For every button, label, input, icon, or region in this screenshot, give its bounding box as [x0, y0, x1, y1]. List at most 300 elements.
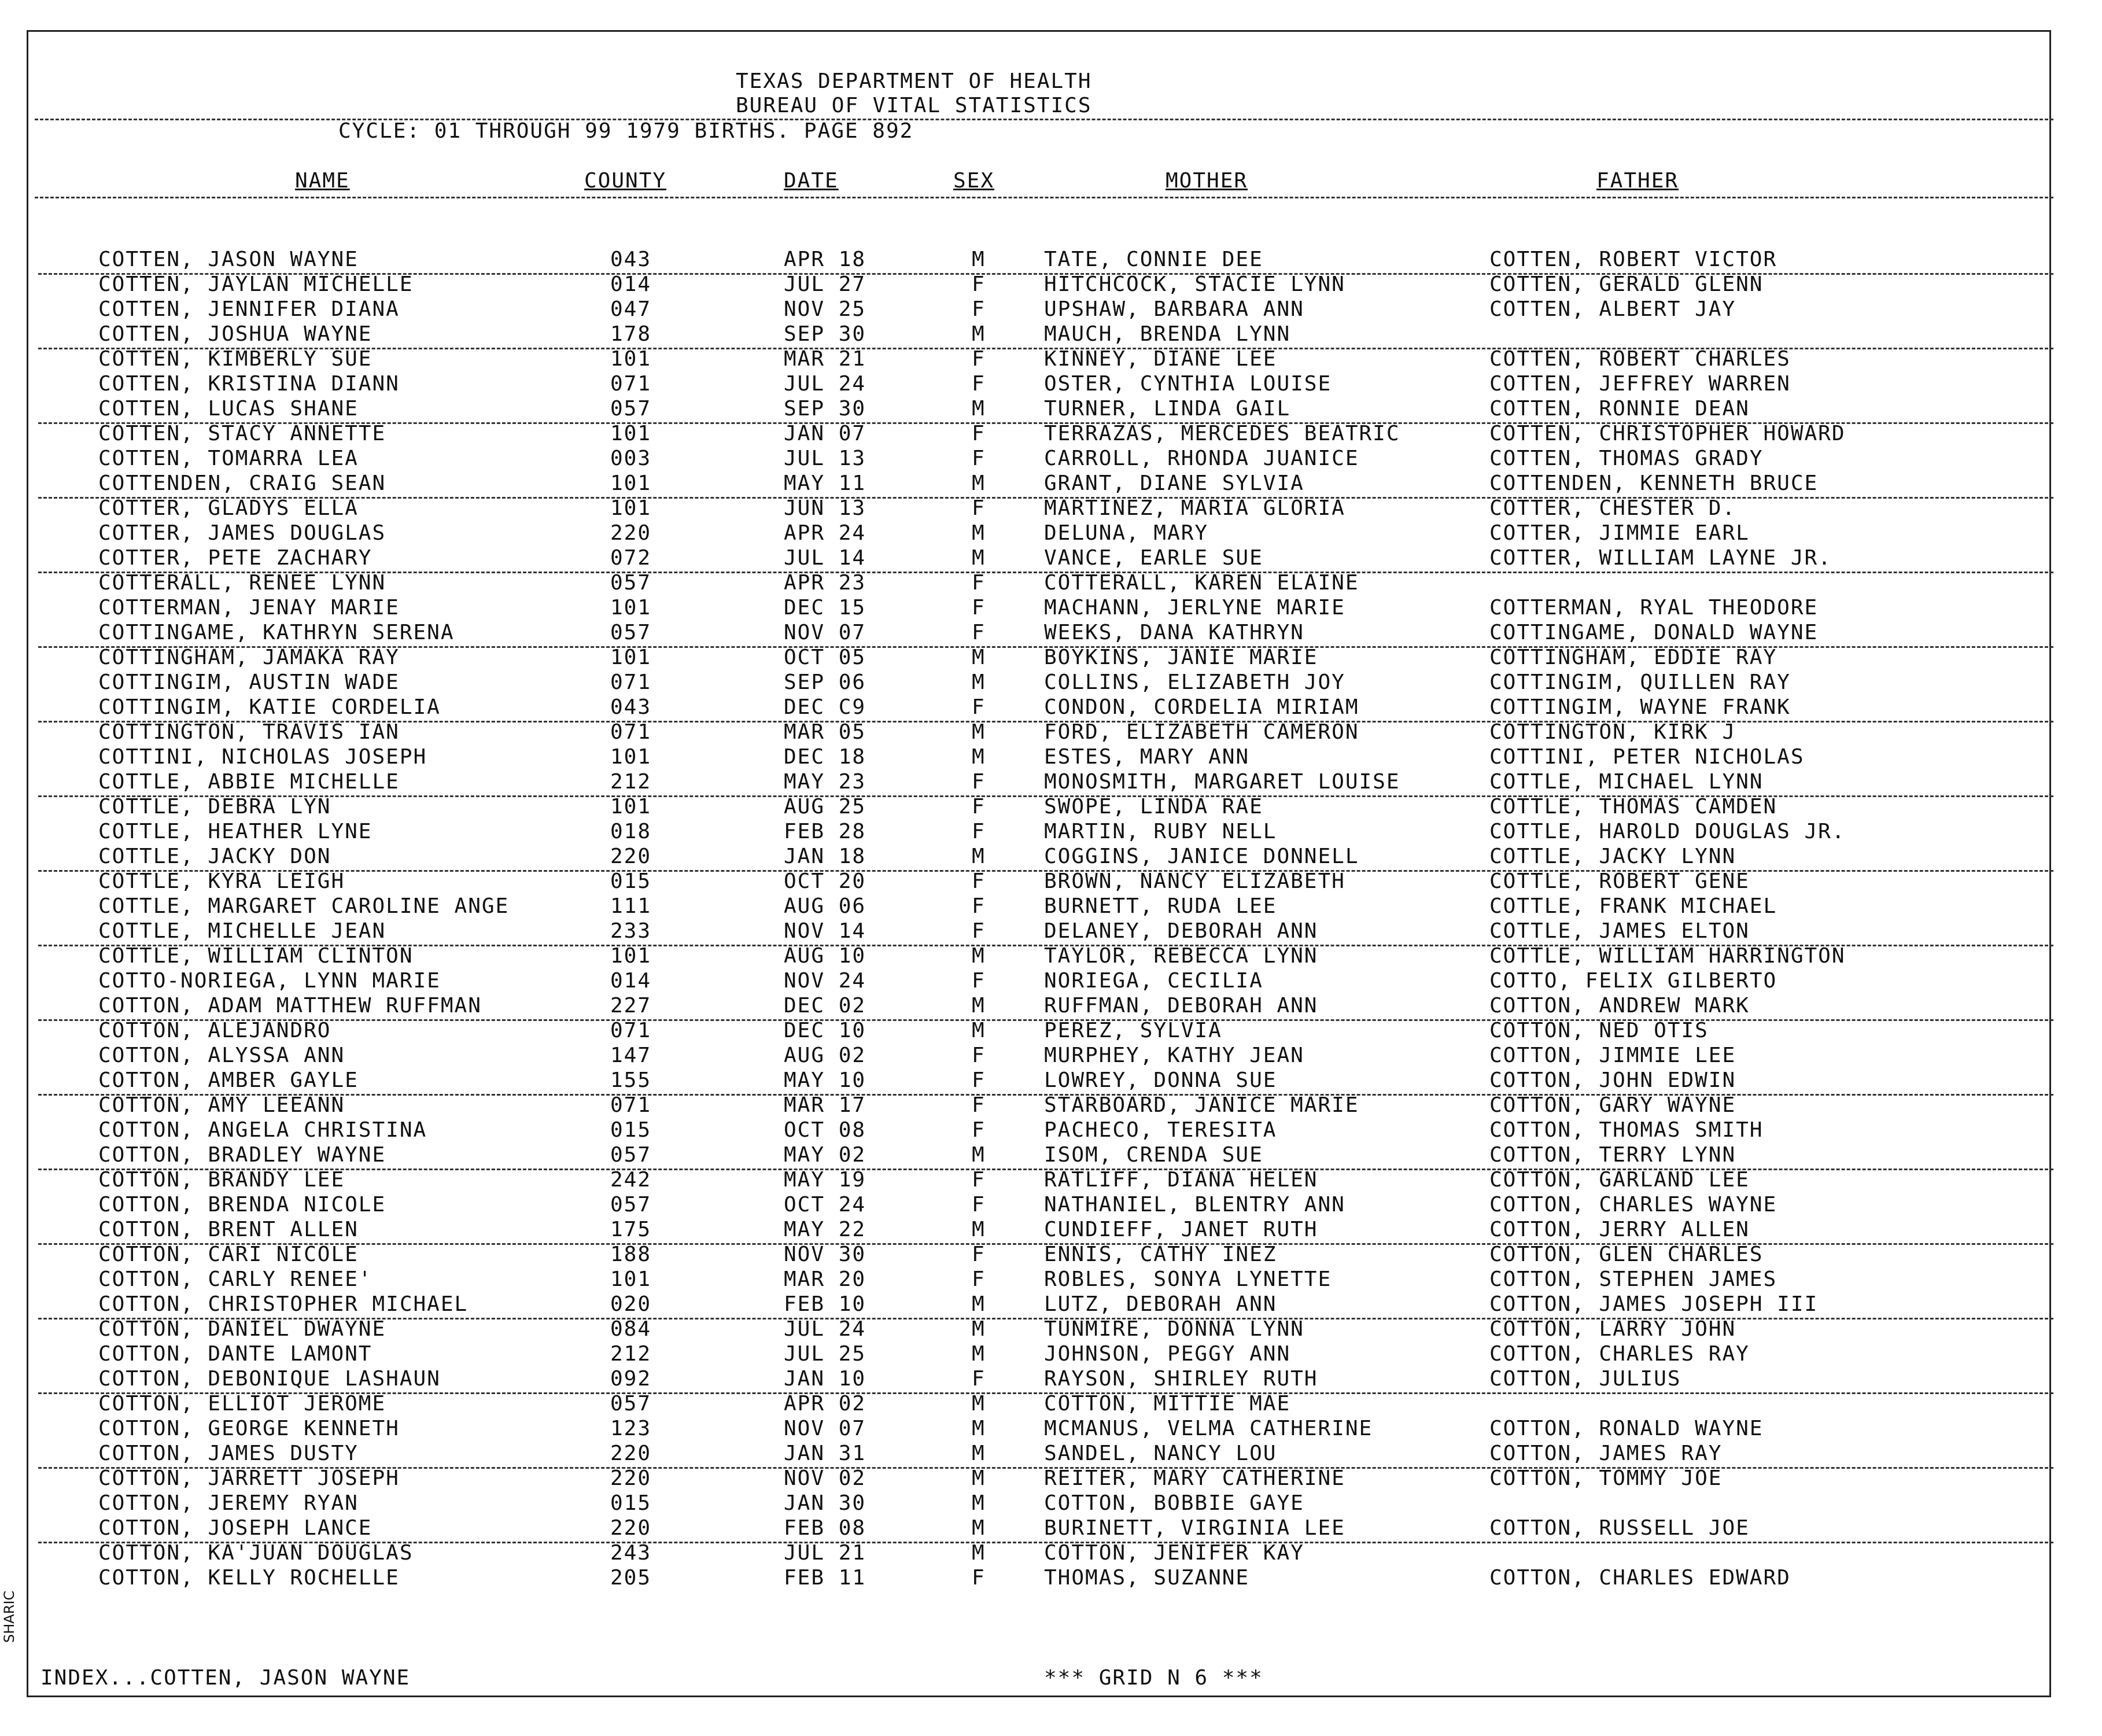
- record-county: 242: [610, 1168, 652, 1192]
- record-father: COTTINGIM, WAYNE FRANK: [1489, 695, 1791, 719]
- record-sex: M: [972, 720, 986, 744]
- record-sex: M: [972, 1392, 986, 1416]
- record-father: COTTEN, GERALD GLENN: [1489, 272, 1764, 296]
- table-row: [0, 1218, 2102, 1243]
- record-father: COTTER, CHESTER D.: [1489, 496, 1736, 520]
- record-father: COTTON, JULIUS: [1489, 1367, 1681, 1391]
- record-name: COTTLE, HEATHER LYNE: [98, 820, 373, 843]
- table-row: [0, 322, 2102, 347]
- table-row: [0, 272, 2102, 297]
- record-sex: F: [972, 1068, 986, 1092]
- record-date: JUL 24: [784, 1317, 866, 1341]
- record-county: 101: [610, 1267, 652, 1291]
- record-sex: M: [972, 670, 986, 694]
- column-header-name: NAME: [295, 169, 350, 193]
- record-date: JAN 18: [784, 845, 866, 868]
- record-date: JAN 07: [784, 422, 866, 445]
- record-father: COTTON, JAMES JOSEPH III: [1489, 1292, 1819, 1316]
- record-mother: REITER, MARY CATHERINE: [1044, 1466, 1345, 1490]
- record-date: OCT 05: [784, 646, 866, 669]
- record-name: COTTON, GEORGE KENNETH: [98, 1417, 400, 1440]
- agency-title: TEXAS DEPARTMENT OF HEALTH: [736, 69, 1092, 93]
- record-name: COTTON, KELLY ROCHELLE: [98, 1566, 400, 1590]
- record-county: 101: [610, 596, 652, 620]
- record-sex: F: [972, 372, 986, 396]
- record-name: COTTON, ALEJANDRO: [98, 1019, 331, 1042]
- table-row: [0, 1317, 2102, 1342]
- record-father: COTTON, TERRY LYNN: [1489, 1143, 1736, 1167]
- record-mother: COTTON, MITTIE MAE: [1044, 1392, 1291, 1416]
- record-mother: ROBLES, SONYA LYNETTE: [1044, 1267, 1332, 1291]
- record-county: 015: [610, 1118, 652, 1142]
- record-sex: F: [972, 571, 986, 595]
- record-date: NOV 24: [784, 969, 866, 993]
- record-sex: F: [972, 695, 986, 719]
- record-county: 220: [610, 1466, 652, 1490]
- record-name: COTTON, JOSEPH LANCE: [98, 1516, 373, 1540]
- record-date: APR 02: [784, 1392, 866, 1416]
- record-county: 003: [610, 447, 652, 470]
- record-sex: M: [972, 1218, 986, 1241]
- record-county: 057: [610, 1143, 652, 1167]
- record-mother: MACHANN, JERLYNE MARIE: [1044, 596, 1345, 620]
- record-date: MAY 23: [784, 770, 866, 794]
- record-father: COTTER, WILLIAM LAYNE JR.: [1489, 546, 1832, 570]
- record-date: MAR 17: [784, 1093, 866, 1117]
- record-name: COTTLE, WILLIAM CLINTON: [98, 944, 414, 968]
- record-sex: F: [972, 1168, 986, 1192]
- record-mother: MARTINEZ, MARIA GLORIA: [1044, 496, 1345, 520]
- record-father: COTTON, GARLAND LEE: [1489, 1168, 1750, 1192]
- record-date: JUN 13: [784, 496, 866, 520]
- record-county: 123: [610, 1417, 652, 1440]
- record-date: FEB 10: [784, 1292, 866, 1316]
- table-row: [0, 745, 2102, 770]
- record-father: COTTLE, JACKY LYNN: [1489, 845, 1736, 868]
- record-name: COTTEN, STACY ANNETTE: [98, 422, 386, 445]
- record-date: OCT 08: [784, 1118, 866, 1142]
- table-row: [0, 969, 2102, 994]
- record-father: COTTEN, JEFFREY WARREN: [1489, 372, 1791, 396]
- margin-stamp: SHARIC: [1, 1590, 17, 1643]
- record-mother: MARTIN, RUBY NELL: [1044, 820, 1277, 843]
- record-name: COTTEN, LUCAS SHANE: [98, 397, 359, 421]
- record-name: COTTON, ELLIOT JEROME: [98, 1392, 386, 1416]
- table-row: [0, 1541, 2102, 1566]
- table-row: [0, 1243, 2102, 1267]
- column-header-county: COUNTY: [584, 169, 667, 193]
- table-row: [0, 596, 2102, 621]
- record-name: COTTON, JAMES DUSTY: [98, 1442, 359, 1465]
- record-date: JAN 31: [784, 1442, 866, 1465]
- record-date: AUG 02: [784, 1044, 866, 1067]
- record-mother: MAUCH, BRENDA LYNN: [1044, 322, 1291, 346]
- record-mother: ENNIS, CATHY INEZ: [1044, 1243, 1277, 1266]
- record-name: COTTEN, JASON WAYNE: [98, 248, 359, 271]
- index-footer: INDEX...COTTEN, JASON WAYNE: [40, 1666, 411, 1690]
- record-sex: F: [972, 621, 986, 644]
- record-county: 043: [610, 695, 652, 719]
- record-county: 243: [610, 1541, 652, 1565]
- table-row: [0, 1442, 2102, 1466]
- record-father: COTTLE, WILLIAM HARRINGTON: [1489, 944, 1846, 968]
- record-sex: M: [972, 1442, 986, 1465]
- record-name: COTTON, BRENT ALLEN: [98, 1218, 359, 1241]
- record-mother: SANDEL, NANCY LOU: [1044, 1442, 1277, 1465]
- record-father: COTTINI, PETER NICHOLAS: [1489, 745, 1805, 769]
- record-county: 101: [610, 347, 652, 371]
- record-name: COTTON, CHRISTOPHER MICHAEL: [98, 1292, 469, 1316]
- record-sex: M: [972, 845, 986, 868]
- table-row: [0, 447, 2102, 471]
- table-row: [0, 1566, 2102, 1591]
- table-row: [0, 894, 2102, 919]
- record-date: MAY 11: [784, 471, 866, 495]
- record-county: 220: [610, 521, 652, 545]
- record-name: COTTERALL, RENEE LYNN: [98, 571, 386, 595]
- record-county: 072: [610, 546, 652, 570]
- record-sex: F: [972, 894, 986, 918]
- record-county: 057: [610, 621, 652, 644]
- record-sex: M: [972, 546, 986, 570]
- record-father: COTTON, CHARLES EDWARD: [1489, 1566, 1791, 1590]
- record-sex: F: [972, 770, 986, 794]
- record-date: NOV 25: [784, 297, 866, 321]
- table-row: [0, 471, 2102, 496]
- record-father: COTTON, JOHN EDWIN: [1489, 1068, 1736, 1092]
- record-date: FEB 28: [784, 820, 866, 843]
- record-county: 101: [610, 471, 652, 495]
- record-county: 071: [610, 372, 652, 396]
- record-county: 057: [610, 1392, 652, 1416]
- table-row: [0, 695, 2102, 720]
- record-sex: F: [972, 1044, 986, 1067]
- record-date: MAY 19: [784, 1168, 866, 1192]
- record-name: COTTERMAN, JENAY MARIE: [98, 596, 400, 620]
- record-date: AUG 10: [784, 944, 866, 968]
- record-mother: THOMAS, SUZANNE: [1044, 1566, 1250, 1590]
- record-name: COTTLE, JACKY DON: [98, 845, 331, 868]
- record-date: DEC C9: [784, 695, 866, 719]
- record-mother: BOYKINS, JANIE MARIE: [1044, 646, 1318, 669]
- record-name: COTTON, CARI NICOLE: [98, 1243, 359, 1266]
- table-row: [0, 422, 2102, 447]
- record-sex: M: [972, 1466, 986, 1490]
- record-name: COTTON, AMY LEEANN: [98, 1093, 345, 1117]
- record-mother: COTTERALL, KAREN ELAINE: [1044, 571, 1359, 595]
- record-sex: M: [972, 397, 986, 421]
- record-sex: F: [972, 795, 986, 819]
- record-county: 212: [610, 1342, 652, 1366]
- record-father: COTTEN, ALBERT JAY: [1489, 297, 1736, 321]
- record-sex: F: [972, 447, 986, 470]
- record-father: COTTON, THOMAS SMITH: [1489, 1118, 1764, 1142]
- record-name: COTTLE, MICHELLE JEAN: [98, 919, 386, 943]
- record-county: 071: [610, 720, 652, 744]
- record-mother: NORIEGA, CECILIA: [1044, 969, 1263, 993]
- record-date: NOV 30: [784, 1243, 866, 1266]
- table-row: [0, 1068, 2102, 1093]
- record-sex: F: [972, 1267, 986, 1291]
- record-name: COTTEN, JENNIFER DIANA: [98, 297, 400, 321]
- record-sex: F: [972, 1093, 986, 1117]
- record-date: SEP 06: [784, 670, 866, 694]
- record-county: 047: [610, 297, 652, 321]
- record-sex: M: [972, 1516, 986, 1540]
- record-date: MAR 21: [784, 347, 866, 371]
- record-date: NOV 14: [784, 919, 866, 943]
- record-father: COTTEN, RONNIE DEAN: [1489, 397, 1750, 421]
- record-name: COTTER, GLADYS ELLA: [98, 496, 359, 520]
- record-county: 101: [610, 944, 652, 968]
- record-name: COTTON, BRADLEY WAYNE: [98, 1143, 386, 1167]
- record-county: 101: [610, 422, 652, 445]
- record-sex: F: [972, 347, 986, 371]
- table-row: [0, 1516, 2102, 1541]
- record-date: MAY 22: [784, 1218, 866, 1241]
- column-header-sex: SEX: [953, 169, 995, 193]
- record-father: COTTINGIM, QUILLEN RAY: [1489, 670, 1791, 694]
- record-county: 101: [610, 795, 652, 819]
- record-mother: CUNDIEFF, JANET RUTH: [1044, 1218, 1318, 1241]
- record-sex: M: [972, 1491, 986, 1515]
- record-father: COTTLE, JAMES ELTON: [1489, 919, 1750, 943]
- record-name: COTTLE, KYRA LEIGH: [98, 869, 345, 893]
- record-date: JUL 21: [784, 1541, 866, 1565]
- record-sex: F: [972, 919, 986, 943]
- record-name: COTTINGIM, AUSTIN WADE: [98, 670, 400, 694]
- record-sex: M: [972, 1019, 986, 1042]
- record-father: COTTON, ANDREW MARK: [1489, 994, 1750, 1018]
- record-sex: F: [972, 297, 986, 321]
- record-mother: LOWREY, DONNA SUE: [1044, 1068, 1277, 1092]
- record-date: NOV 07: [784, 621, 866, 644]
- record-county: 101: [610, 745, 652, 769]
- record-county: 071: [610, 1093, 652, 1117]
- record-date: SEP 30: [784, 322, 866, 346]
- record-name: COTTLE, DEBRA LYN: [98, 795, 331, 819]
- record-mother: COLLINS, ELIZABETH JOY: [1044, 670, 1345, 694]
- record-father: COTTEN, THOMAS GRADY: [1489, 447, 1764, 470]
- record-county: 205: [610, 1566, 652, 1590]
- column-header-mother: MOTHER: [1166, 169, 1248, 193]
- record-father: COTTON, JIMMIE LEE: [1489, 1044, 1736, 1067]
- record-county: 092: [610, 1367, 652, 1391]
- record-father: COTTEN, ROBERT VICTOR: [1489, 248, 1778, 271]
- record-mother: LUTZ, DEBORAH ANN: [1044, 1292, 1277, 1316]
- record-father: COTTINGTON, KIRK J: [1489, 720, 1736, 744]
- table-row: [0, 1267, 2102, 1292]
- record-name: COTTON, CARLY RENEE': [98, 1267, 373, 1291]
- record-county: 057: [610, 397, 652, 421]
- record-sex: F: [972, 1367, 986, 1391]
- record-sex: M: [972, 521, 986, 545]
- record-mother: COTTON, BOBBIE GAYE: [1044, 1491, 1304, 1515]
- record-mother: CARROLL, RHONDA JUANICE: [1044, 447, 1359, 470]
- record-sex: M: [972, 322, 986, 346]
- record-mother: PEREZ, SYLVIA: [1044, 1019, 1222, 1042]
- record-father: COTTINGHAM, EDDIE RAY: [1489, 646, 1778, 669]
- record-mother: BURNETT, RUDA LEE: [1044, 894, 1277, 918]
- record-sex: M: [972, 1143, 986, 1167]
- record-name: COTTON, ANGELA CHRISTINA: [98, 1118, 427, 1142]
- record-county: 018: [610, 820, 652, 843]
- record-mother: TUNMIRE, DONNA LYNN: [1044, 1317, 1304, 1341]
- record-father: COTTON, CHARLES RAY: [1489, 1342, 1750, 1366]
- table-row: [0, 646, 2102, 670]
- record-county: 071: [610, 670, 652, 694]
- record-father: COTTON, TOMMY JOE: [1489, 1466, 1723, 1490]
- record-father: COTTERMAN, RYAL THEODORE: [1489, 596, 1819, 620]
- table-row: [0, 1417, 2102, 1442]
- record-sex: M: [972, 248, 986, 271]
- record-mother: SWOPE, LINDA RAE: [1044, 795, 1263, 819]
- table-row: [0, 1044, 2102, 1068]
- record-county: 111: [610, 894, 652, 918]
- record-name: COTTINGIM, KATIE CORDELIA: [98, 695, 441, 719]
- table-row: [0, 1342, 2102, 1367]
- table-row: [0, 820, 2102, 845]
- record-date: DEC 10: [784, 1019, 866, 1042]
- record-mother: MURPHEY, KATHY JEAN: [1044, 1044, 1304, 1067]
- record-county: 220: [610, 845, 652, 868]
- record-date: OCT 24: [784, 1193, 866, 1217]
- record-county: 043: [610, 248, 652, 271]
- record-date: JUL 13: [784, 447, 866, 470]
- record-county: 057: [610, 1193, 652, 1217]
- record-county: 220: [610, 1516, 652, 1540]
- table-row: [0, 1193, 2102, 1218]
- record-date: FEB 08: [784, 1516, 866, 1540]
- record-county: 015: [610, 869, 652, 893]
- table-row: [0, 1392, 2102, 1417]
- table-row: [0, 845, 2102, 869]
- record-father: COTTLE, THOMAS CAMDEN: [1489, 795, 1778, 819]
- table-row: [0, 1466, 2102, 1491]
- table-row: [0, 770, 2102, 795]
- table-row: [0, 720, 2102, 745]
- table-row: [0, 496, 2102, 521]
- table-row: [0, 1491, 2102, 1516]
- record-mother: COTTON, JENIFER KAY: [1044, 1541, 1304, 1565]
- record-date: NOV 02: [784, 1466, 866, 1490]
- table-row: [0, 795, 2102, 820]
- record-county: 057: [610, 571, 652, 595]
- table-row: [0, 248, 2102, 272]
- grid-footer: *** GRID N 6 ***: [1044, 1666, 1263, 1690]
- record-name: COTTINI, NICHOLAS JOSEPH: [98, 745, 427, 769]
- record-mother: NATHANIEL, BLENTRY ANN: [1044, 1193, 1345, 1217]
- record-mother: FORD, ELIZABETH CAMERON: [1044, 720, 1359, 744]
- record-date: MAY 02: [784, 1143, 866, 1167]
- record-father: COTTO, FELIX GILBERTO: [1489, 969, 1778, 993]
- record-name: COTTON, DANTE LAMONT: [98, 1342, 373, 1366]
- record-mother: RAYSON, SHIRLEY RUTH: [1044, 1367, 1318, 1391]
- record-name: COTTON, DEBONIQUE LASHAUN: [98, 1367, 441, 1391]
- record-mother: UPSHAW, BARBARA ANN: [1044, 297, 1304, 321]
- table-row: [0, 397, 2102, 422]
- record-sex: M: [972, 1541, 986, 1565]
- record-sex: M: [972, 994, 986, 1018]
- record-county: 014: [610, 272, 652, 296]
- record-mother: COGGINS, JANICE DONNELL: [1044, 845, 1359, 868]
- record-county: 020: [610, 1292, 652, 1316]
- record-sex: M: [972, 1317, 986, 1341]
- record-father: COTTENDEN, KENNETH BRUCE: [1489, 471, 1819, 495]
- record-county: 101: [610, 646, 652, 669]
- header-rule-top: [35, 119, 2053, 120]
- table-row: [0, 1168, 2102, 1193]
- record-date: APR 18: [784, 248, 866, 271]
- record-name: COTTEN, KIMBERLY SUE: [98, 347, 373, 371]
- record-mother: HITCHCOCK, STACIE LYNN: [1044, 272, 1345, 296]
- record-father: COTTON, CHARLES WAYNE: [1489, 1193, 1778, 1217]
- record-father: COTTLE, ROBERT GENE: [1489, 869, 1750, 893]
- record-sex: F: [972, 272, 986, 296]
- record-date: MAR 05: [784, 720, 866, 744]
- record-sex: F: [972, 496, 986, 520]
- record-mother: PACHECO, TERESITA: [1044, 1118, 1277, 1142]
- record-date: FEB 11: [784, 1566, 866, 1590]
- record-father: COTTON, JERRY ALLEN: [1489, 1218, 1750, 1241]
- record-father: COTTINGAME, DONALD WAYNE: [1489, 621, 1819, 644]
- record-father: COTTON, GARY WAYNE: [1489, 1093, 1736, 1117]
- record-sex: M: [972, 745, 986, 769]
- record-date: JUL 14: [784, 546, 866, 570]
- record-mother: RUFFMAN, DEBORAH ANN: [1044, 994, 1318, 1018]
- record-county: 212: [610, 770, 652, 794]
- table-row: [0, 1019, 2102, 1044]
- column-header-date: DATE: [784, 169, 839, 193]
- record-mother: MONOSMITH, MARGARET LOUISE: [1044, 770, 1400, 794]
- table-row: [0, 521, 2102, 546]
- record-father: COTTEN, ROBERT CHARLES: [1489, 347, 1791, 371]
- table-row: [0, 944, 2102, 969]
- table-row: [0, 1143, 2102, 1168]
- record-sex: F: [972, 596, 986, 620]
- table-row: [0, 546, 2102, 571]
- record-mother: TATE, CONNIE DEE: [1044, 248, 1263, 271]
- record-name: COTTON, ALYSSA ANN: [98, 1044, 345, 1067]
- record-date: AUG 25: [784, 795, 866, 819]
- record-sex: F: [972, 869, 986, 893]
- record-date: MAR 20: [784, 1267, 866, 1291]
- cycle-line: CYCLE: 01 THROUGH 99 1979 BIRTHS. PAGE 892: [338, 119, 914, 143]
- record-mother: CONDON, CORDELIA MIRIAM: [1044, 695, 1359, 719]
- record-date: JAN 10: [784, 1367, 866, 1391]
- record-sex: F: [972, 1243, 986, 1266]
- record-sex: M: [972, 944, 986, 968]
- record-name: COTTON, JEREMY RYAN: [98, 1491, 359, 1515]
- column-header-rule: [35, 197, 2053, 198]
- record-father: COTTLE, HAROLD DOUGLAS JR.: [1489, 820, 1846, 843]
- record-county: 084: [610, 1317, 652, 1341]
- record-date: MAY 10: [784, 1068, 866, 1092]
- record-mother: RATLIFF, DIANA HELEN: [1044, 1168, 1318, 1192]
- record-name: COTTER, JAMES DOUGLAS: [98, 521, 386, 545]
- table-row: [0, 621, 2102, 646]
- record-mother: STARBOARD, JANICE MARIE: [1044, 1093, 1359, 1117]
- record-name: COTTON, BRENDA NICOLE: [98, 1193, 386, 1217]
- record-sex: F: [972, 820, 986, 843]
- record-mother: KINNEY, DIANE LEE: [1044, 347, 1277, 371]
- record-county: 220: [610, 1442, 652, 1465]
- record-county: 178: [610, 322, 652, 346]
- record-mother: MCMANUS, VELMA CATHERINE: [1044, 1417, 1373, 1440]
- record-sex: F: [972, 1193, 986, 1217]
- record-county: 014: [610, 969, 652, 993]
- record-sex: M: [972, 646, 986, 669]
